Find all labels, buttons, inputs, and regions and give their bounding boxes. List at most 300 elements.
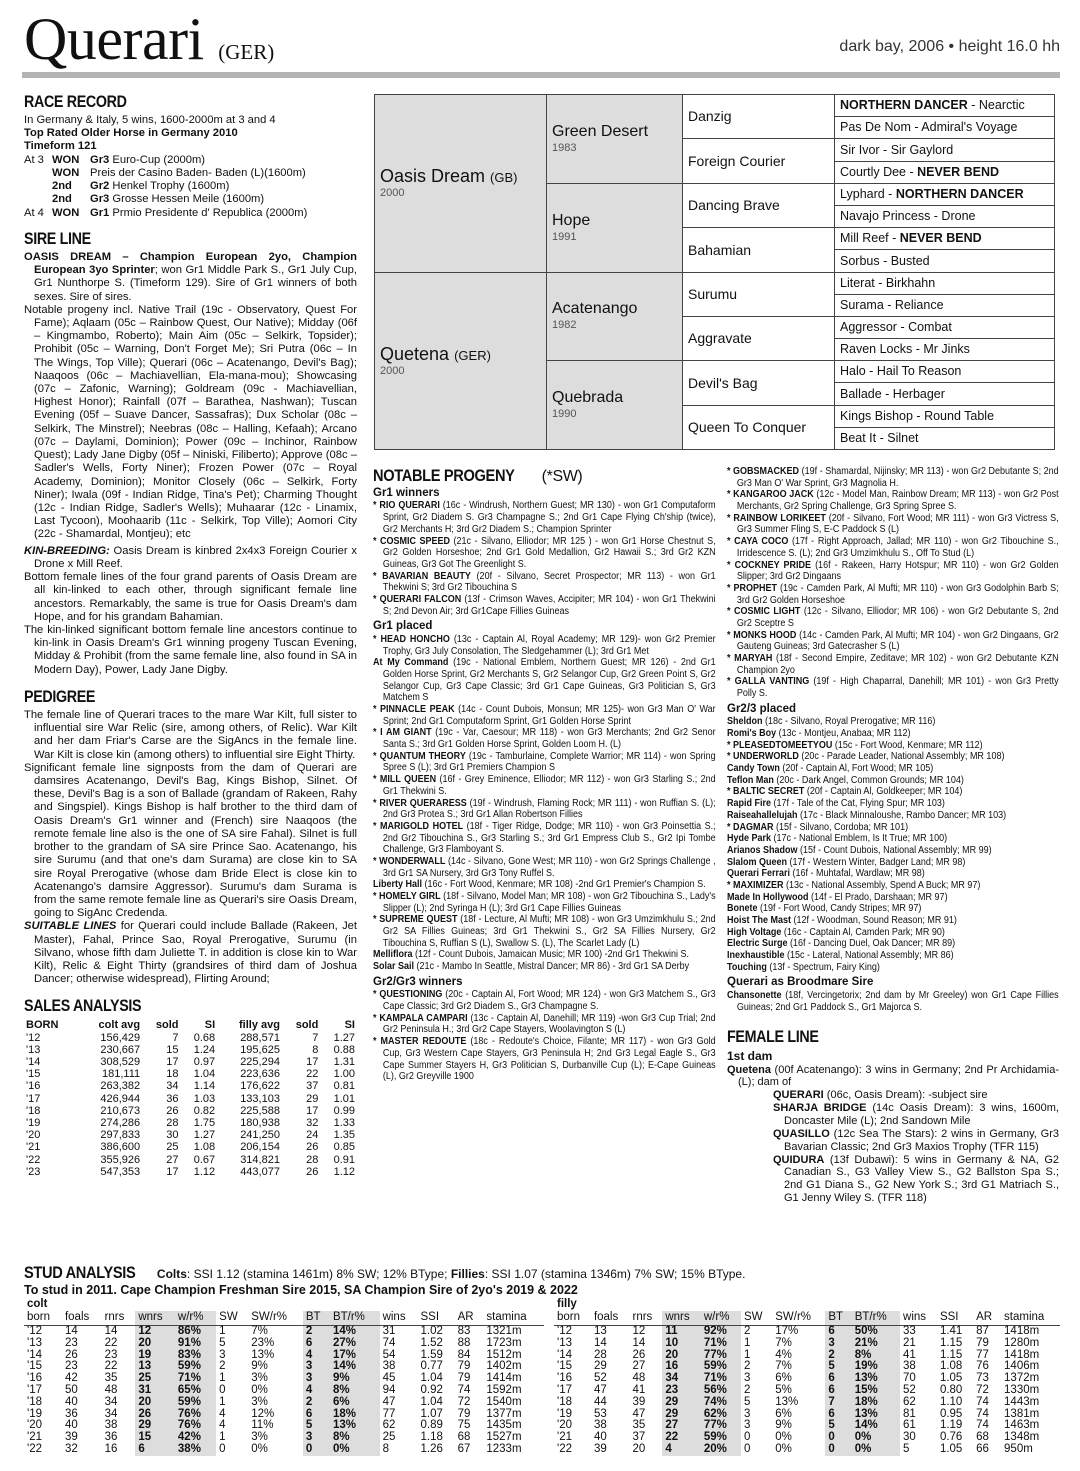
- stud-cell: 1540m: [486, 1395, 522, 1408]
- progeny-text: (12f - Woodman, Sound Reason; MR 91): [791, 915, 957, 926]
- stud-cell: 6: [135, 1444, 175, 1456]
- pedigree-g4-text: Lyphard -: [840, 186, 896, 201]
- progeny-name: * I AM GIANT: [373, 727, 432, 739]
- progeny-title-text: NOTABLE PROGENY: [373, 466, 515, 485]
- pedigree-g4-text: Sir Ivor - Sir Gaylord: [840, 142, 954, 157]
- gr23-winners-list-cont: [727, 466, 1059, 700]
- stud-cell: 81: [903, 1407, 916, 1420]
- sales-cell: 210,673: [100, 1104, 141, 1117]
- progeny-text: (13f - Crimson Waves, Accipiter; MR 104) - won Gr1 Thekwini S; 2nd Devon Air; 3rd Gr1Cape Fillies Guineas: [382, 593, 716, 617]
- race-title: Euro-Cup (2000m): [109, 153, 206, 166]
- sales-cell: 181,111: [101, 1068, 141, 1081]
- pedigree-g4-ancestor: [835, 383, 1055, 405]
- progeny-entry: [727, 560, 1059, 583]
- progeny-name: * MASTER REDOUTE: [373, 1036, 467, 1048]
- progeny-text: (20f - Silvano, Fort Wood; MR 111) - won Gr3 Victress S, Gr3 Summer Fling S, E-C Paddock S (L): [736, 512, 1059, 536]
- stud-cell: '13: [557, 1336, 572, 1349]
- stud-cell: 45: [382, 1372, 396, 1385]
- progeny-text: (17c - Black Minnaloushe, Rambo Dancer; MR 103): [797, 809, 1007, 821]
- race-age: At 3: [24, 153, 44, 166]
- stud-cell: 4: [303, 1385, 330, 1397]
- stud-cell: 14: [104, 1324, 118, 1337]
- placed-entry: [727, 962, 1059, 974]
- progeny-text: (19c - Var, Caesour; MR 118) - won Gr3 Merchants; 2nd Gr2 Senor Santa S.; 3rd Gr1 Golden Horse Sprint, Golden Loom H. (L): [382, 727, 716, 751]
- progeny-name: * BALTIC SECRET: [727, 786, 805, 798]
- stud-cell: 77%: [701, 1420, 741, 1432]
- stud-cell: 48: [632, 1372, 646, 1385]
- stud-header-cell: foals: [62, 1311, 102, 1325]
- stud-cell: '21: [27, 1431, 42, 1444]
- placed-entry: [727, 810, 1059, 822]
- stud-cell: 20%: [701, 1444, 741, 1456]
- stud-header-cell: AR: [455, 1311, 484, 1325]
- progeny-entry: [727, 676, 1059, 699]
- pedigree-g4-text: Aggressor - Combat: [840, 320, 952, 335]
- pedigree-dam: [375, 272, 547, 450]
- stud-cell: 54: [382, 1348, 396, 1361]
- sales-header-cell: filly avg: [238, 1018, 280, 1031]
- sales-cell: 29: [306, 1092, 319, 1105]
- progeny-name: Electric Surge: [727, 938, 788, 950]
- sales-cell: 176,622: [240, 1080, 280, 1093]
- pedigree-g4-bold: NEVER BEND: [899, 231, 982, 246]
- stud-cell: 41: [632, 1383, 646, 1396]
- stud-cell: 26: [135, 1409, 175, 1421]
- race-title: Preis der Casino Baden- Baden (L)(1600m): [90, 166, 306, 179]
- offspring-text: (12c Sea The Stars): 2 wins in Germany, Gr3 Bavarian Classic; 2nd Gr3 Maxios Trophy (TFR 115): [784, 1127, 1059, 1153]
- stud-cell: 0%: [251, 1442, 268, 1455]
- progeny-entry: [373, 949, 716, 961]
- progeny-name: * BAVARIAN BEAUTY: [373, 570, 471, 582]
- stud-cell: 52: [903, 1383, 916, 1396]
- pedigree-name-text: Quetena: [380, 343, 450, 364]
- sales-cell: 26: [166, 1104, 179, 1117]
- sales-cell: 1.27: [193, 1129, 216, 1142]
- stud-cell: 37: [632, 1431, 646, 1444]
- pedigree-great-grandparent: Foreign Courier: [683, 139, 835, 183]
- stud-header-cell: wins: [380, 1311, 418, 1325]
- stud-cell: 11%: [251, 1419, 274, 1432]
- female-line-entry: [773, 1128, 1059, 1154]
- sales-cell: '12: [26, 1031, 41, 1044]
- pedigree-year: 1983: [552, 141, 577, 154]
- progeny-entry: [727, 606, 1059, 629]
- stud-cell: 12: [135, 1325, 175, 1337]
- pedigree-grandparent: [547, 361, 683, 450]
- sales-row: [24, 1056, 357, 1068]
- stud-header-cell: rnrs: [629, 1311, 662, 1325]
- stud-cell: 0.76: [939, 1431, 963, 1444]
- sales-row: [24, 1044, 357, 1056]
- placed-entry: [727, 740, 1059, 752]
- stud-cell: 33: [903, 1324, 916, 1337]
- progeny-text: (15f - Silvano, Cordoba; MR 101): [773, 821, 909, 833]
- stud-cell: 34: [104, 1407, 118, 1420]
- sales-cell: 0.81: [333, 1080, 355, 1093]
- progeny-name: * HOMELY GIRL: [373, 891, 441, 902]
- sales-cell: 443,077: [240, 1165, 280, 1178]
- stud-cell: 2: [219, 1360, 226, 1373]
- pedigree-g4-text: Mill Reef -: [840, 231, 900, 246]
- offspring-name: QUIDURA: [773, 1153, 825, 1166]
- sales-cell: '18: [26, 1104, 41, 1117]
- stud-fillies-label: Fillies: [450, 1267, 485, 1281]
- stud-cell: 2: [744, 1324, 751, 1337]
- horse-meta: dark bay, 2006 • height 16.0 hh: [839, 38, 1060, 55]
- stud-cell: '19: [557, 1407, 572, 1420]
- stud-cell: 5: [825, 1361, 851, 1373]
- progeny-text: (18f - Silvano, Model Man; MR 108) - won Gr2 Tibouchina S., Lady's Slipper (L); 2nd Syringa H (L); 3rd Gr1 Cape Fillies Guineas: [382, 891, 716, 914]
- filly-body: [554, 1325, 1060, 1455]
- race-record-title: RACE RECORD: [24, 92, 127, 111]
- placed-entry: [727, 763, 1059, 775]
- progeny-name: * UNDERWORLD: [727, 751, 799, 763]
- sales-cell: 17: [166, 1165, 179, 1178]
- stud-cell: 6: [825, 1373, 851, 1385]
- stud-cell: 62%: [701, 1409, 741, 1421]
- progeny-text: (12c - Silvano, Elliodor; MR 106) - won Gr2 Debutante S, 2nd Gr2 Sceptre S: [736, 606, 1059, 629]
- progeny-name: High Voltage: [727, 926, 782, 938]
- pedigree-year: 1982: [552, 319, 577, 332]
- stud-cell: 42%: [175, 1432, 216, 1444]
- stud-cell: 66: [976, 1442, 989, 1455]
- sales-row: [24, 1129, 357, 1141]
- sales-cell: 0.97: [193, 1055, 216, 1068]
- progeny-text: (12f - Count Dubois, Jamaican Music; MR 100) -2nd Gr1 Thekwini S.: [412, 949, 689, 961]
- stud-header-cell: SW/r%: [248, 1311, 303, 1325]
- bms-entry: [727, 990, 1059, 1013]
- stud-cell: 6%: [330, 1397, 380, 1409]
- sales-cell: 1.04: [193, 1068, 216, 1081]
- female-line-offspring: [727, 1089, 1059, 1205]
- progeny-text: (19c - Camden Park, Al Mufti; MR 110) - won Gr3 Godolphin Barb S; 3rd Gr2 Golden Horseshoe: [736, 582, 1059, 606]
- progeny-name: * COSMIC SPEED: [373, 535, 451, 547]
- stud-header-cell: BT/r%: [330, 1311, 380, 1325]
- race-record-row: [24, 207, 357, 220]
- progeny-text: (20c - Parade Leader, National Assembly; MR 108): [798, 751, 1005, 763]
- stud-cell: 1.10: [939, 1395, 963, 1408]
- pedigree-g4-ancestor: [835, 161, 1055, 183]
- sales-cell: 0.67: [193, 1153, 216, 1166]
- progeny-text: (20c - Captain Al, Fort Wood; MR 124) - won Gr3 Matchem S., Gr3 Cape Classic; 3rd Gr2 Diadem S., Gr3 Champagne S.: [382, 989, 716, 1013]
- stud-cell: 74: [976, 1395, 989, 1408]
- progeny-entry: [727, 653, 1059, 676]
- stud-cell: 1.15: [939, 1336, 963, 1349]
- stud-cell: 6: [303, 1409, 330, 1421]
- pedigree-g4-text: Raven Locks - Mr Jinks: [840, 342, 970, 357]
- stud-cell: 25: [382, 1431, 396, 1444]
- sales-cell: '15: [26, 1068, 41, 1081]
- progeny-text: (16c - Captain Al, Camden Park; MR 90): [781, 926, 945, 938]
- stud-cell: 1.07: [420, 1407, 443, 1420]
- stud-cell: 0: [825, 1432, 851, 1444]
- sales-cell: 206,154: [240, 1141, 280, 1154]
- kinbreeding-text: Oasis Dream is kinbred 2x4x3 Foreign Courier x Drone x Mill Reef.: [34, 544, 357, 570]
- stud-cell: 1280m: [1004, 1336, 1040, 1349]
- pedigree-g4-text: - Nearctic: [967, 98, 1025, 113]
- progeny-text: (14c - Camden Park, Al Mufti; MR 104) - won Gr2 Dingaans, Gr2 Gauteng Guineas; 3rd Gatecrasher S (L): [736, 629, 1059, 653]
- stud-cell: 0%: [251, 1383, 268, 1396]
- progeny-entry: [373, 571, 716, 594]
- stud-cell: 14%: [330, 1325, 380, 1337]
- progeny-name: * RIVER QUERARESS: [373, 797, 467, 809]
- progeny-text: (21c - Mambo In Seattle, Mistral Dancer; MR 86) - 3rd Gr1 SA Derby: [414, 961, 690, 973]
- placed-entry: [727, 798, 1059, 810]
- placed-entry: [727, 857, 1059, 869]
- stud-cell: 1: [219, 1395, 226, 1408]
- stud-cell: 1.41: [939, 1324, 963, 1337]
- pedigree-g4-ancestor: [835, 405, 1055, 427]
- stud-cell: 68: [976, 1431, 989, 1444]
- stud-cell: 40: [64, 1419, 78, 1432]
- sales-cell: 288,571: [240, 1031, 280, 1044]
- stud-cell: 2: [303, 1325, 330, 1337]
- stud-cell: 9%: [330, 1373, 380, 1385]
- stud-cell: 35: [104, 1372, 118, 1385]
- stud-cell: 3: [744, 1372, 751, 1385]
- pedigree-great-grandparent: Aggravate: [683, 316, 835, 360]
- pedigree-great-grandparent: Dancing Brave: [683, 183, 835, 227]
- race-age: [24, 180, 52, 193]
- progeny-entry: [373, 961, 716, 973]
- pedigree-g4-text: Courtly Dee -: [840, 164, 918, 179]
- progeny-entry: [373, 751, 716, 774]
- stud-cell: 2: [825, 1350, 851, 1362]
- race-age: At 4: [24, 206, 44, 219]
- sales-cell: 15: [166, 1043, 179, 1056]
- sales-cell: 26: [306, 1165, 319, 1178]
- stud-title: STUD ANALYSIS: [24, 1263, 136, 1282]
- progeny-title: [373, 466, 716, 487]
- stud-cell: 21: [903, 1336, 916, 1349]
- stud-cell: 1: [744, 1348, 751, 1361]
- stud-cell: '22: [27, 1442, 42, 1455]
- female-line-entry: [773, 1154, 1059, 1205]
- stud-cell: 74: [976, 1407, 989, 1420]
- sales-cell: 0.68: [193, 1031, 216, 1044]
- stud-cell: 1233m: [486, 1442, 522, 1455]
- pedigree-great-grandparent: Danzig: [683, 95, 835, 139]
- progeny-name: * GOBSMACKED: [727, 466, 800, 477]
- stud-cell: 1435m: [486, 1419, 522, 1432]
- stud-header-cell: stamina: [483, 1311, 544, 1325]
- stud-cell: 27: [632, 1360, 646, 1373]
- sales-cell: 308,529: [100, 1055, 141, 1068]
- stud-cell: 1463m: [1004, 1419, 1040, 1432]
- sales-cell: 1.08: [193, 1141, 216, 1154]
- stud-cell: 26: [64, 1348, 78, 1361]
- stud-cell: 0%: [330, 1444, 380, 1456]
- stud-cell: 0.95: [939, 1407, 963, 1420]
- race-name: [90, 180, 357, 193]
- stud-cell: 15: [135, 1432, 175, 1444]
- stud-cell: 3%: [251, 1431, 268, 1444]
- race-age: [24, 193, 52, 206]
- female-line-entry: [773, 1089, 1059, 1102]
- sales-row: [24, 1154, 357, 1166]
- sales-cell: 195,625: [240, 1043, 280, 1056]
- pedigree-title: PEDIGREE: [24, 686, 96, 706]
- progeny-name: * GALLA VANTING: [727, 676, 810, 688]
- race-title: Prmio Presidente d' Republica (2000m): [109, 206, 308, 219]
- sales-cell: 37: [306, 1080, 319, 1093]
- stud-cell: 59%: [175, 1361, 216, 1373]
- stud-header-cell: BT: [303, 1311, 330, 1325]
- progeny-text: (18f - Lecture, Al Mufti; MR 108) - won Gr3 Umzimkhulu S.; 2nd Gr2 SA Fillies Guineas; 3rd Gr1 Thekwini S., Gr2 SA Fillies Nursery, Gr2 Tibouchina S, Ruffian S (L), Swallow S. (L), The Scarlet Lady (L): [382, 914, 716, 949]
- progeny-name: * RIO QUERARI: [373, 500, 440, 512]
- progeny-name: * HEAD HONCHO: [373, 633, 450, 645]
- stud-cell: 1.08: [939, 1360, 963, 1373]
- progeny-entry: [373, 634, 716, 657]
- page-header: [24, 8, 1060, 70]
- pedigree-g4-text: Kings Bishop - Round Table: [840, 408, 995, 423]
- progeny-name: Hoist The Mast: [727, 915, 792, 926]
- pedigree-p1: The female line of Querari traces to the mare War Kilt, full sister to influential sire War Relic (sire, among others, of Relic). War Kilt and her dam Friar's Carse are the SigAncs in the female line. War Kilt is close kin (among others) to influential sire Eight Thirty.: [24, 708, 357, 761]
- progeny-text: (15c - Lateral, National Assembly; MR 86): [784, 950, 954, 962]
- stud-cell: '16: [27, 1372, 42, 1385]
- sales-cell: 547,353: [100, 1165, 141, 1178]
- sales-table: [24, 1019, 357, 1178]
- sales-cell: 27: [166, 1153, 179, 1166]
- stud-cell: 28: [593, 1348, 607, 1361]
- stud-cell: '13: [27, 1336, 42, 1349]
- pedigree-g4-ancestor: [835, 205, 1055, 227]
- stud-cell: '14: [27, 1348, 42, 1361]
- stud-cell: 3: [303, 1361, 330, 1373]
- pedigree-g4-text: Beat It - Silnet: [840, 431, 919, 446]
- stud-cell: 67: [457, 1442, 471, 1455]
- stud-cell: 79: [976, 1336, 989, 1349]
- progeny-text: (17f - Right Approach, Jallad; MR 110) - won Gr2 Tibouchine S., Irridescence S. (L); 2nd Gr3 Umzimkhulu S., Off To Stud (L): [736, 536, 1059, 559]
- stud-cell: '22: [557, 1442, 572, 1455]
- pedigree-row: [375, 95, 1055, 117]
- sales-header-cell: sold: [295, 1018, 319, 1031]
- pedigree-name: [380, 344, 541, 365]
- stud-cell: 61: [903, 1419, 916, 1432]
- stud-cell: 1377m: [486, 1407, 522, 1420]
- progeny-text: (16f - Grey Eminence, Elliodor; MR 112) - won Gr3 Starling S.; 2nd Gr1 Thekwini S.: [382, 774, 716, 797]
- progeny-entry: [373, 657, 716, 704]
- stud-cell: 1527m: [486, 1431, 522, 1444]
- progeny-text: (17f - Tale of the Cat, Flying Spur; MR 103): [771, 798, 945, 810]
- stud-cell: 1.59: [420, 1348, 443, 1361]
- stud-cell: 0: [219, 1383, 226, 1396]
- progeny-text: (18c - Redoute's Choice, Filante; MR 117) - won Gr3 Gold Cup, Gr3 Western Cape Stayers, Gr3 Peninsula H; 2nd Gr3 Legal Eagle S., Gr3 Cape Summer Stayers H, Gr3 Politician S, Durbanville Cup (L); E-Cape Guineas (L), Gr2 Greyville 1900: [382, 1036, 716, 1083]
- progeny-name: * CAYA COCO: [727, 536, 789, 548]
- progeny-text: (20f - Captain Al, Fort Wood; MR 105): [779, 763, 934, 775]
- stud-cell: 15%: [852, 1385, 900, 1397]
- progeny-name: * MAXIMIZER: [727, 879, 784, 891]
- stud-cell: '12: [27, 1324, 42, 1337]
- sales-row: [24, 1141, 357, 1153]
- progeny-name: Rapid Fire: [727, 798, 772, 810]
- gr23-placed-label: Gr2/3 placed: [727, 702, 797, 715]
- race-record-row: [24, 193, 357, 206]
- sales-cell: 1.33: [333, 1116, 355, 1129]
- stud-cell: 76: [976, 1360, 989, 1373]
- sales-cell: 22: [306, 1068, 319, 1081]
- progeny-name: * MILL QUEEN: [373, 774, 437, 786]
- sales-cell: 1.12: [193, 1165, 216, 1178]
- progeny-name: Bonete: [727, 903, 758, 915]
- left-column: [24, 92, 357, 1178]
- placed-entry: [727, 822, 1059, 834]
- filly-table: [554, 1298, 1060, 1456]
- stud-row: [24, 1397, 544, 1409]
- progeny-name: Candy Town: [727, 763, 780, 775]
- stud-cell: 14: [64, 1324, 78, 1337]
- colt-header-row: [24, 1311, 544, 1325]
- stud-cell: 9%: [775, 1419, 792, 1432]
- sire-line-title: SIRE LINE: [24, 228, 91, 248]
- stud-colts-text: : SSI 1.12 (stamina 1461m) 8% SW; 12% BType;: [186, 1267, 448, 1281]
- stud-cell: 42: [64, 1372, 78, 1385]
- stud-cell: 0: [303, 1444, 330, 1456]
- stud-cell: 39: [632, 1395, 646, 1408]
- sales-cell: '13: [26, 1043, 41, 1056]
- stud-cell: 16: [104, 1442, 118, 1455]
- gr23-winners-label: Gr2/Gr3 winners: [373, 975, 463, 988]
- stud-cell: 75: [457, 1419, 471, 1432]
- stud-cell: 1: [219, 1324, 226, 1337]
- progeny-name: Solar Sail: [373, 961, 415, 973]
- sales-cell: 1.75: [193, 1116, 216, 1129]
- progeny-text: (17f - Western Winter, Badger Land; MR 98): [787, 856, 966, 868]
- stud-cell: 5: [219, 1336, 226, 1349]
- pedigree-g4-bold: NORTHERN DANCER: [895, 186, 1024, 201]
- race-name: [90, 154, 357, 167]
- pedigree-country: (GB): [490, 170, 518, 186]
- pedigree-g4-text: Literat - Birkhahn: [840, 275, 936, 290]
- stud-cell: 40: [64, 1395, 78, 1408]
- placed-entry: [727, 892, 1059, 904]
- sales-cell: 8: [312, 1043, 319, 1056]
- pedigree-sire: [375, 95, 547, 273]
- stud-header-cell: AR: [973, 1311, 1001, 1325]
- pedigree-name: Green Desert: [552, 122, 649, 140]
- stud-header-cell: wins: [900, 1311, 937, 1325]
- suitable-text: for Querari could include Ballade (Rakeen, Jet Master), Fahal, Prince Sao, Royal Prerogative, Surumu (in Silvano, whose fifth dam Juliette T. in addition is close kin to War Kilt), Relic & Eight Thirty (grandsires of third dam of Joshua Dancer; otherwise widespread), Flirting Around;: [34, 920, 357, 986]
- race-record-row: [24, 154, 357, 167]
- progeny-name: * QUESTIONING: [373, 989, 443, 1001]
- progeny-name: Romi's Boy: [727, 728, 777, 739]
- stud-cell: '20: [27, 1419, 42, 1432]
- stud-cell: 1330m: [1004, 1383, 1040, 1396]
- stud-header-cell: born: [24, 1311, 62, 1325]
- progeny-text: (14c - Silvano, Gone West; MR 110) - won Gr2 Springs Challenge , 3rd Gr1 SA Nursery, 3rd Gr3 Tony Ruffel S.: [382, 855, 716, 879]
- stud-cell: 23: [104, 1348, 118, 1361]
- pedigree-year: 1991: [552, 230, 577, 243]
- progeny-text: (17c - National Emblem, Is It True; MR 100): [771, 833, 948, 845]
- sire-line-p1: [24, 251, 357, 304]
- stud-cell: 18%: [330, 1409, 380, 1421]
- sire-line-p4: The kin-linked significant bottom female line ancestors continue to kin-link in Oasis Dream's Gr1 winning progeny Tuscan Evening, Midday & Prohibit (from the same female line, also found in SA in Modern Day), Power, Lady Jane Digby.: [24, 623, 357, 676]
- placed-entry: [727, 927, 1059, 939]
- stud-cell: 35: [632, 1419, 646, 1432]
- stud-cell: '18: [557, 1395, 572, 1408]
- sales-cell: 1.35: [333, 1129, 355, 1142]
- stud-cell: 14%: [330, 1361, 380, 1373]
- colt-body: [24, 1325, 544, 1455]
- stud-cell: 36: [104, 1431, 118, 1444]
- stud-cell: 1.52: [420, 1336, 443, 1349]
- progeny-text: (20c - Dark Angel, Common Grounds; MR 104): [773, 774, 964, 786]
- progeny-entry: [373, 704, 716, 727]
- horse-name-text: Querari: [24, 6, 204, 72]
- pedigree-grandparent: [547, 183, 683, 272]
- progeny-text: (14f - El Prado, Darshaan; MR 97): [808, 891, 948, 903]
- progeny-text: (12c - Model Man, Rainbow Dream; MR 113) - won Gr2 Post Merchants, Gr2 Spring Challenge, Gr3 Spring Spree S.: [736, 489, 1059, 513]
